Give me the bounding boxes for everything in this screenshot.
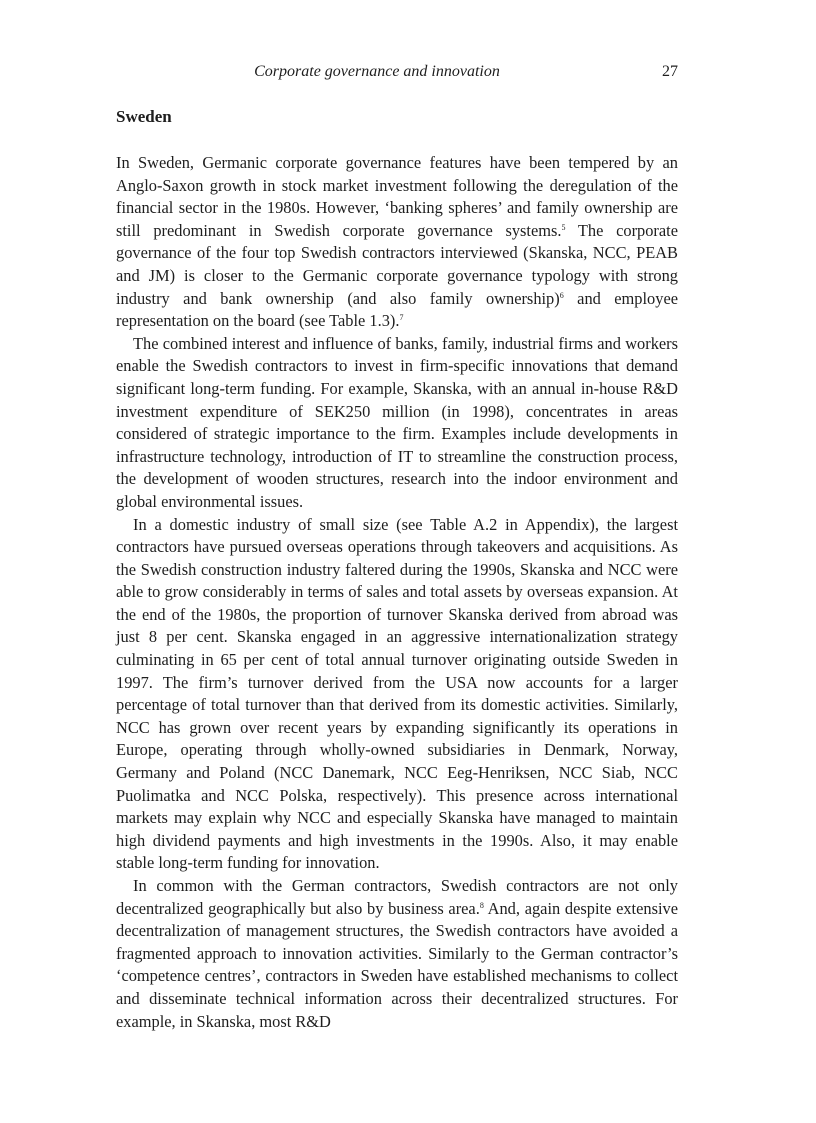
paragraph-1-text-b: The corporate governance of the four top Swedish contractors interviewed (Skanska, NCC, PEAB and JM) is closer to the Germanic corporate governance typology with strong industry and bank ownership (and also family ownership) bbox=[116, 220, 678, 308]
paragraph-4-text-a: In common with the German contractors, Swedish contractors are not only decentralized geographically but also by business area. bbox=[116, 876, 678, 918]
paragraph-4-text-b: And, again despite extensive decentralization of management structures, the Swedish contractors have avoided a fragmented approach to innovation activities. Similarly to the German contractor’s ‘competence centres’, contractors in Sweden have established mechanisms to collect and disseminate technical information across their decentralized structures. For example, in Skanska, most R&D bbox=[116, 898, 678, 1031]
section-heading: Sweden bbox=[116, 107, 172, 126]
body-text bbox=[116, 152, 678, 1033]
paragraph-1-text-a: In Sweden, Germanic corporate governance features have been tempered by an Anglo-Saxon growth in stock market investment following the deregulation of the financial sector in the 1980s. However, ‘banking spheres’ and family ownership are still predominant in Swedish corporate governance systems. bbox=[116, 153, 678, 240]
paragraph-4 bbox=[116, 875, 678, 1033]
paragraph-1-text-c: and employee representation on the board (see Table 1.3). bbox=[116, 288, 678, 331]
page-number: 27 bbox=[662, 63, 678, 80]
running-head-title: Corporate governance and innovation bbox=[254, 63, 500, 80]
footnote-ref-5: 5 bbox=[561, 222, 566, 232]
footnote-ref-7: 7 bbox=[399, 313, 404, 323]
paragraph-1 bbox=[116, 152, 678, 333]
paragraph-3: In a domestic industry of small size (see Table A.2 in Appendix), the largest contractors have pursued overseas operations through takeovers and acquisitions. As the Swedish construction industry faltered during the 1990s, Skanska and NCC were able to grow considerably in terms of sales and total assets by overseas expansion. At the end of the 1980s, the proportion of turnover Skanska derived from abroad was just 8 per cent. Skanska engaged in an aggressive internationalization strategy culminating in 65 per cent of total annual turnover originating outside Sweden in 1997. The firm’s turnover derived from the USA now accounts for a larger percentage of total turnover than that derived from its domestic activities. Similarly, NCC has grown over recent years by expanding significantly its operations in Europe, operating through wholly-owned subsidiaries in Denmark, Norway, Germany and Poland (NCC Danemark, NCC Eeg-Henriksen, NCC Siab, NCC Puolimatka and NCC Polska, respectively). This presence across international markets may explain why NCC and especially Skanska have managed to maintain high dividend payments and high investments in the 1990s. Also, it may enable stable long-term funding for innovation. bbox=[116, 514, 678, 873]
footnote-ref-6: 6 bbox=[559, 290, 564, 300]
running-head bbox=[116, 61, 678, 83]
footnote-ref-8: 8 bbox=[479, 900, 484, 910]
paragraph-2: The combined interest and influence of banks, family, industrial firms and workers enable the Swedish contractors to invest in firm-specific innovations that demand significant long-term funding. For example, Skanska, with an annual in-house R&D investment expenditure of SEK250 million (in 1998), concentrates in areas considered of strategic importance to the firm. Examples include developments in infrastructure technology, introduction of IT to streamline the construction process, the development of wooden structures, research into the indoor environment and global environmental issues. bbox=[116, 333, 678, 511]
